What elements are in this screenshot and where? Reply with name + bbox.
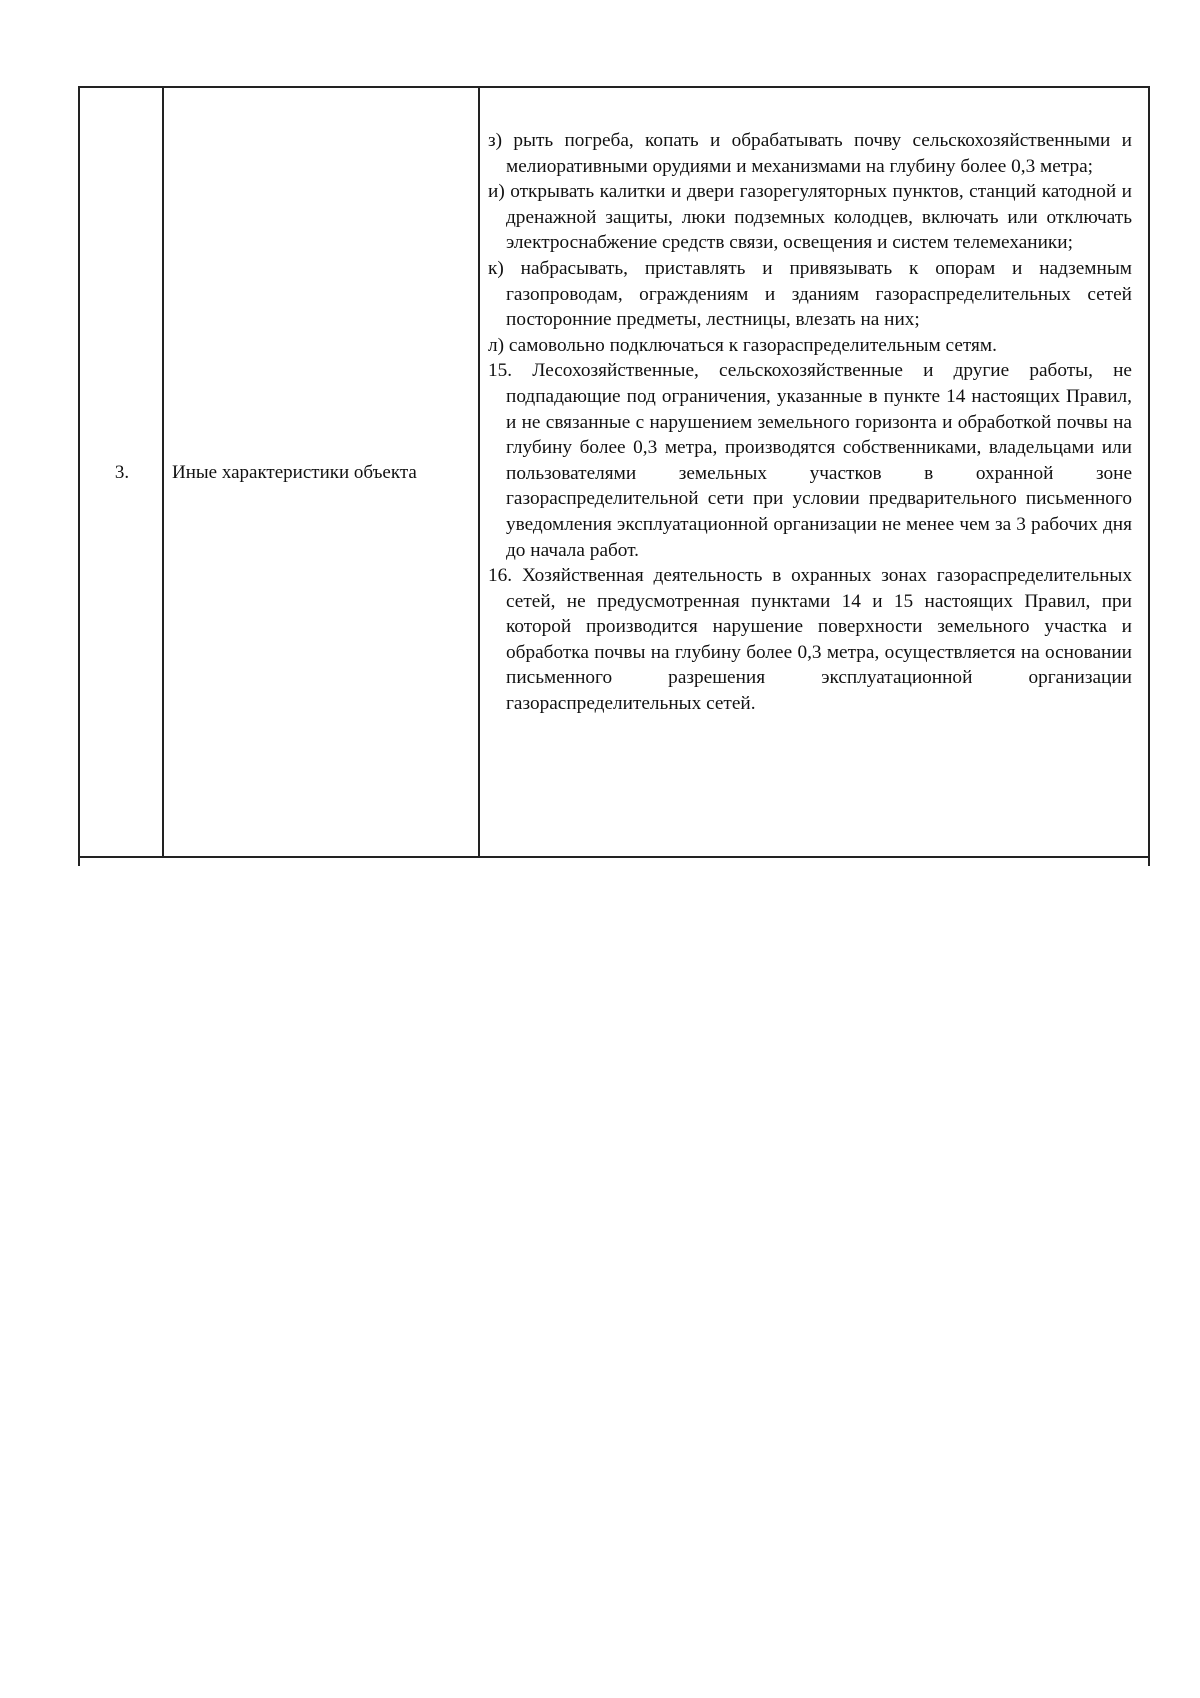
paragraph-i: и) открывать калитки и двери газорегуляторных пунктов, станций катодной и дренажной защиты, люки подземных колодцев, включать или отключать электроснабжение средств связи, освещения и систем телемеханики; (488, 181, 1132, 254)
table-bottom-tick-left (78, 856, 80, 866)
paragraph-l: л) самовольно подключаться к газораспределительным сетям. (488, 334, 997, 356)
table-cell-value (480, 88, 1148, 858)
table-cell-number (80, 88, 164, 858)
table-bottom-border (78, 856, 1150, 858)
document-table (78, 86, 1150, 858)
paragraph-k: к) набрасывать, приставлять и привязывать к опорам и надземным газопроводам, ограждениям и зданиям газораспределительных сетей посторонние предметы, лестницы, влезать на них; (488, 257, 1132, 331)
paragraph-z: з) рыть погреба, копать и обрабатывать почву сельскохозяйственными и мелиоративными орудиями и механизмами на глубину более 0,3 метра; (488, 130, 1132, 177)
paragraph-16: 16. Хозяйственная деятельность в охранных зонах газораспределительных сетей, не предусмотренная пунктами 14 и 15 настоящих Правил, при которой производится нарушение поверхности земельного участка и обработка почвы на глубину более 0,3 метра, осуществляется на основании письменного разрешения эксплуатационной организации газораспределительных сетей. (488, 565, 1132, 715)
row-name: Иные характеристики объекта (172, 462, 417, 483)
table-bottom-tick-right (1148, 856, 1150, 866)
table-cell-name (164, 88, 480, 858)
row-value-text (488, 128, 1132, 717)
paragraph-15: 15. Лесохозяйственные, сельскохозяйственные и другие работы, не подпадающие под ограничения, указанные в пункте 14 настоящих Правил, и не связанные с нарушением земельного горизонта и обработкой почвы на глубину более 0,3 метра, производятся собственниками, владельцами или пользователями земельных участков в охранной зоне газораспределительной сети при условии предварительного письменного уведомления эксплуатационной организации не менее чем за 3 рабочих дня до начала работ. (488, 360, 1132, 561)
row-number: 3. (114, 462, 130, 483)
